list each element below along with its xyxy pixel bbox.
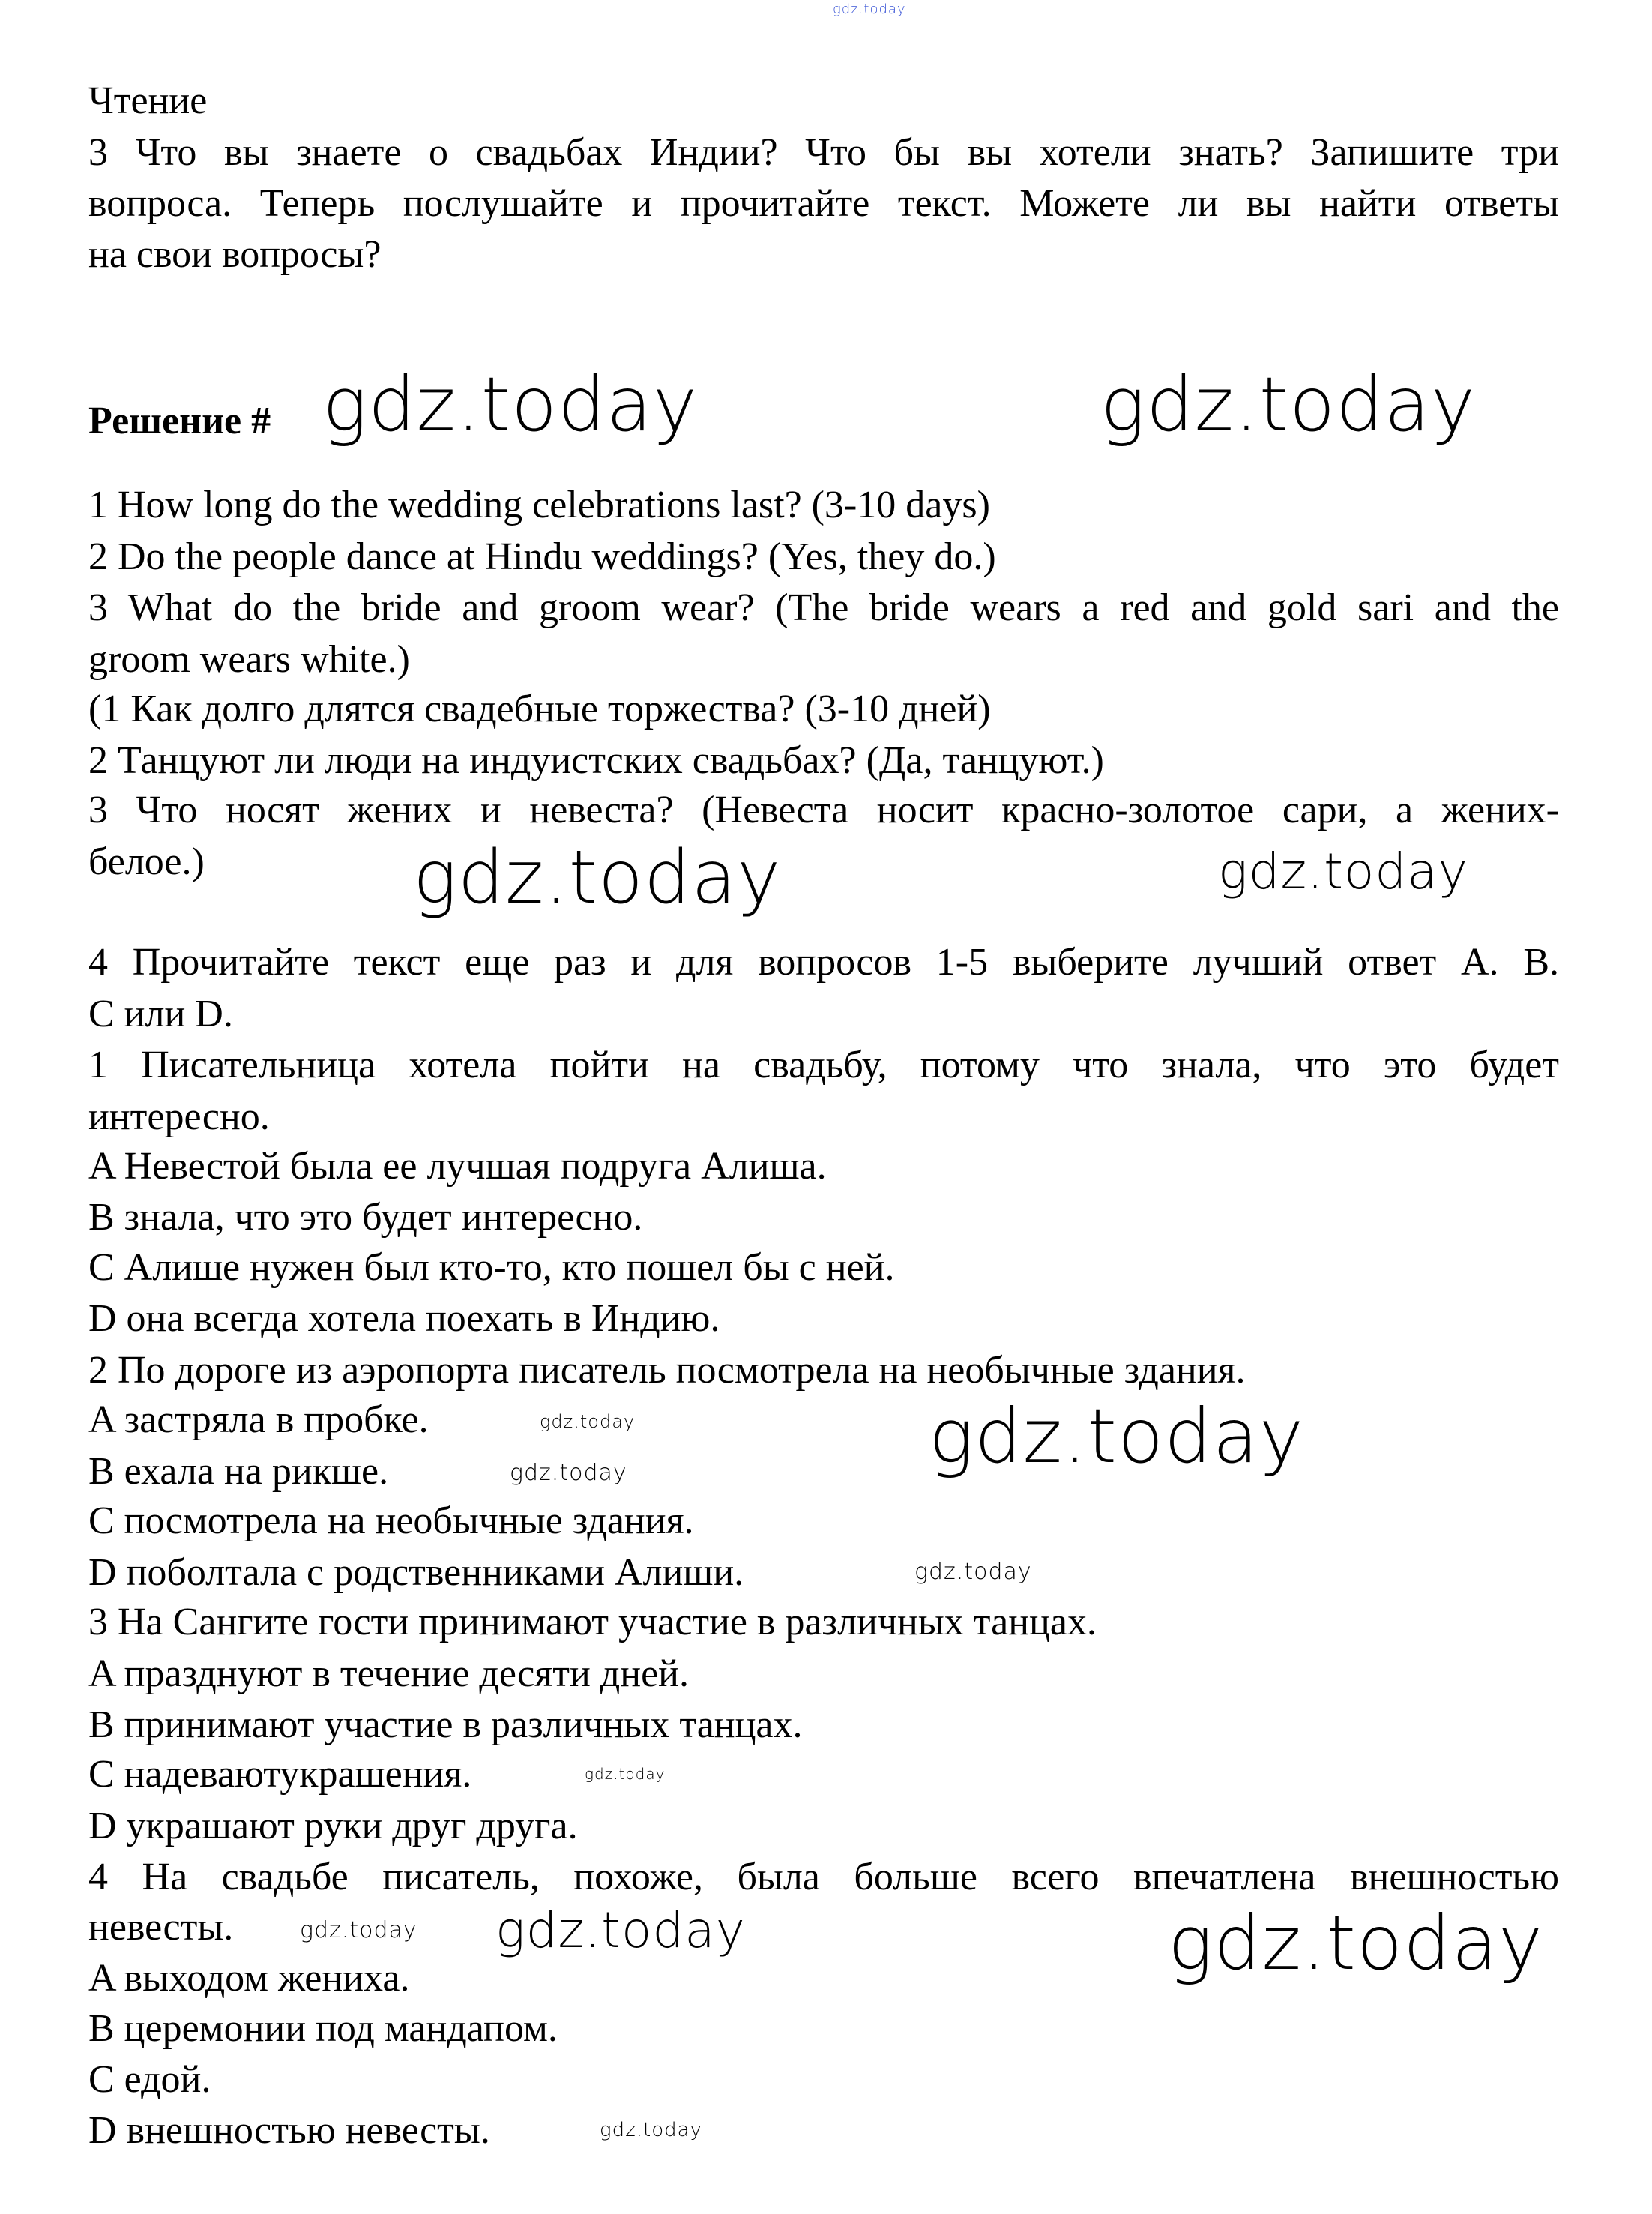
- answer-line: 3 What do the bride and groom wear? (The bride wears a red and gold sari and the: [88, 586, 1559, 629]
- watermark: gdz.today: [914, 1559, 1032, 1585]
- watermark: gdz.today: [510, 1460, 627, 1486]
- watermark: gdz.today: [413, 835, 782, 921]
- task4-line: D украшают руки друг друга.: [88, 1805, 578, 1847]
- task3-line: вопроса. Теперь послушайте и прочитайте текст. Можете ли вы найти ответы: [88, 182, 1559, 225]
- task4-line: C посмотрела на необычные здания.: [88, 1499, 694, 1542]
- task4-line: 2 По дороге из аэропорта писатель посмотрела на необычные здания.: [88, 1349, 1246, 1392]
- task4-line: C или D.: [88, 993, 233, 1035]
- task4-line: B ехала на рикше.: [88, 1450, 389, 1493]
- task4-line: A выходом жениха.: [88, 1957, 410, 2000]
- task4-line: B знала, что это будет интересно.: [88, 1196, 643, 1239]
- solution-label: Решение #: [88, 400, 271, 442]
- watermark: gdz.today: [1168, 1899, 1544, 1987]
- watermark: gdz.today: [600, 2119, 702, 2141]
- task4-line: A застряла в пробке.: [88, 1398, 429, 1441]
- task4-line: D поболтала с родственниками Алиши.: [88, 1551, 744, 1594]
- watermark: gdz.today: [929, 1392, 1305, 1480]
- watermark: gdz.today: [585, 1765, 666, 1783]
- task4-line: 4 Прочитайте текст еще раз и для вопросов 1-5 выберите лучший ответ A. B.: [88, 941, 1559, 984]
- answer-line: белое.): [88, 840, 205, 883]
- watermark: gdz.today: [495, 1901, 746, 1959]
- task3-line: на свои вопросы?: [88, 233, 382, 276]
- task4-line: C Алише нужен был кто-то, кто пошел бы с ней.: [88, 1246, 895, 1289]
- task4-line: D внешностью невесты.: [88, 2109, 490, 2152]
- task4-line: C едой.: [88, 2058, 211, 2101]
- watermark: gdz.today: [300, 1917, 417, 1943]
- task4-line: интересно.: [88, 1095, 270, 1138]
- task4-line: C надеваютукрашения.: [88, 1753, 472, 1796]
- task4-line: 1 Писательница хотела пойти на свадьбу, потому что знала, что это будет: [88, 1044, 1559, 1086]
- answer-line: 2 Танцуют ли люди на индуистских свадьбах? (Да, танцуют.): [88, 739, 1104, 782]
- task4-line: 4 На свадьбе писатель, похоже, была больше всего впечатлена внешностью: [88, 1856, 1559, 1898]
- watermark-top: gdz.today: [833, 1, 906, 17]
- answer-line: groom wears white.): [88, 638, 410, 681]
- task4-line: невесты.: [88, 1906, 234, 1949]
- task4-line: A Невестой была ее лучшая подруга Алиша.: [88, 1145, 827, 1188]
- answer-line: 2 Do the people dance at Hindu weddings? (Yes, they do.): [88, 535, 996, 578]
- task4-line: D она всегда хотела поехать в Индию.: [88, 1297, 720, 1340]
- task3-line: 3 Что вы знаете о свадьбах Индии? Что бы вы хотели знать? Запишите три: [88, 131, 1559, 174]
- task4-line: 3 На Сангите гости принимают участие в различных танцах.: [88, 1601, 1097, 1643]
- watermark: gdz.today: [322, 361, 699, 448]
- watermark: gdz.today: [540, 1411, 636, 1432]
- task4-line: B принимают участие в различных танцах.: [88, 1703, 803, 1746]
- watermark: gdz.today: [1218, 843, 1468, 900]
- answer-line: 3 Что носят жених и невеста? (Невеста носит красно-золотое сари, а жених-: [88, 789, 1559, 831]
- task4-line: A празднуют в течение десяти дней.: [88, 1652, 689, 1695]
- section-heading: Чтение: [88, 79, 208, 122]
- task4-line: B церемонии под мандапом.: [88, 2007, 558, 2050]
- answer-line: 1 How long do the wedding celebrations last? (3-10 days): [88, 484, 990, 526]
- watermark: gdz.today: [1100, 361, 1477, 448]
- answer-line: (1 Как долго длятся свадебные торжества? (3-10 дней): [88, 688, 991, 730]
